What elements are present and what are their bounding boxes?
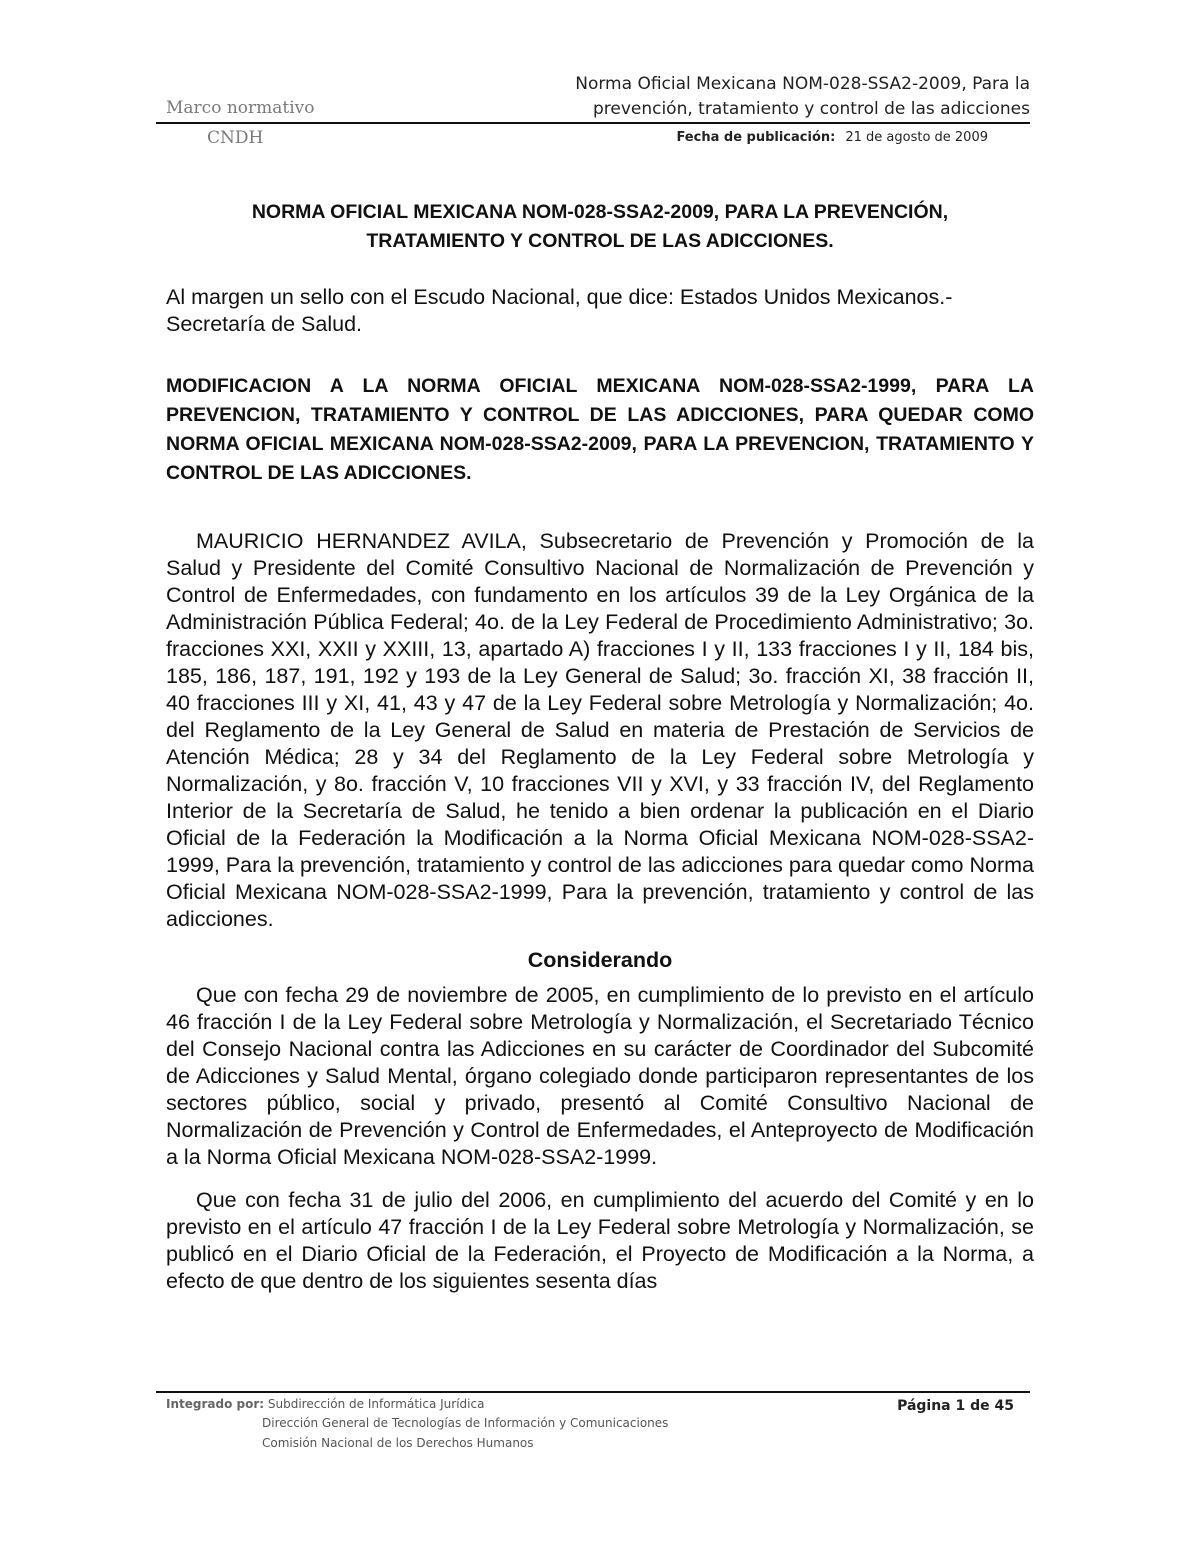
- header-section-title: Marco normativo: [166, 98, 315, 118]
- footer-integrated-label: Integrado por:: [166, 1397, 265, 1411]
- footer-integrated-by: [166, 1397, 484, 1411]
- modification-heading: MODIFICACION A LA NORMA OFICIAL MEXICANA NOM-028-SSA2-1999, PARA LA PREVENCION, TRATAMIENTO Y CONTROL DE LAS ADICCIONES, PARA QUEDAR COMO NORMA OFICIAL MEXICANA NOM-028-SSA2-2009, PARA LA PREVENCION, TRATAMIENTO Y CONTROL DE LAS ADICCIONES.: [166, 375, 1034, 484]
- header-title-line2: prevención, tratamiento y control de las adicciones: [592, 99, 1030, 119]
- body-paragraph-3: Que con fecha 31 de julio del 2006, en cumplimiento del acuerdo del Comité y en lo previsto en el artículo 47 fracción I de la Ley Federal sobre Metrología y Normalización, se publicó en el Diario Oficial de la Federación, el Proyecto de Modificación a la Norma, a efecto de que dentro de los siguientes sesenta días: [166, 1188, 1034, 1293]
- body-paragraph-1: MAURICIO HERNANDEZ AVILA, Subsecretario de Prevención y Promoción de la Salud y Presidente del Comité Consultivo Nacional de Normalización de Prevención y Control de Enfermedades, con fundamento en los artículos 39 de la Ley Orgánica de la Administración Pública Federal; 4o. de la Ley Federal de Procedimiento Administrativo; 3o. fracciones XXI, XXII y XXIII, 13, apartado A) fracciones I y II, 133 fracciones I y II, 184 bis, 185, 186, 187, 191, 192 y 193 de la Ley General de Salud; 3o. fracción XI, 38 fracción II, 40 fracciones III y XI, 41, 43 y 47 de la Ley Federal sobre Metrología y Normalización; 4o. del Reglamento de la Ley General de Salud en materia de Prestación de Servicios de Atención Médica; 28 y 34 del Reglamento de la Ley Federal sobre Metrología y Normalización, y 8o. fracción V, 10 fracciones VII y XVI, y 33 fracción IV, del Reglamento Interior de la Secretaría de Salud, he tenido a bien ordenar la publicación en el Diario Oficial de la Federación la Modificación a la Norma Oficial Mexicana NOM-028-SSA2-1999, Para la prevención, tratamiento y control de las adicciones para quedar como Norma Oficial Mexicana NOM-028-SSA2-1999, Para la prevención, tratamiento y control de las adicciones.: [166, 529, 1034, 931]
- publication-date: [520, 130, 988, 145]
- publication-date-value: 21 de agosto de 2009: [845, 130, 988, 145]
- header-title-line1: Norma Oficial Mexicana NOM-028-SSA2-2009, Para la: [575, 74, 1030, 94]
- footer-line-2: Dirección General de Tecnologías de Información y Comunicaciones: [262, 1416, 669, 1430]
- footer-integrated-value: Subdirección de Informática Jurídica: [267, 1397, 485, 1411]
- intro-paragraph: Al margen un sello con el Escudo Nacional, que dice: Estados Unidos Mexicanos.- Secretaría de Salud.: [166, 285, 953, 336]
- document-title-line2: TRATAMIENTO Y CONTROL DE LAS ADICCIONES.: [366, 230, 834, 252]
- publication-date-label: Fecha de publicación:: [676, 130, 836, 145]
- document-title-line1: NORMA OFICIAL MEXICANA NOM-028-SSA2-2009, PARA LA PREVENCIÓN,: [251, 201, 949, 223]
- header-divider: [156, 122, 1030, 124]
- document-title: [166, 198, 1034, 256]
- page-number: Página 1 de 45: [897, 1398, 1014, 1414]
- body-paragraph-2: Que con fecha 29 de noviembre de 2005, en cumplimiento de lo previsto en el artículo 46 fracción I de la Ley Federal sobre Metrología y Normalización, el Secretariado Técnico del Consejo Nacional contra las Adicciones en su carácter de Coordinador del Subcomité de Adicciones y Salud Mental, órgano colegiado donde participaron representantes de los sectores público, social y privado, presentó al Comité Consultivo Nacional de Normalización de Prevención y Control de Enfermedades, el Anteproyecto de Modificación a la Norma Oficial Mexicana NOM-028-SSA2-1999.: [166, 983, 1034, 1169]
- footer-divider: [156, 1391, 1030, 1393]
- header-document-title: [520, 72, 1030, 122]
- section-heading: Considerando: [527, 948, 673, 972]
- footer-line-3: Comisión Nacional de los Derechos Humanos: [262, 1436, 534, 1450]
- header-organization: CNDH: [207, 128, 264, 148]
- document-body: [166, 198, 1034, 1295]
